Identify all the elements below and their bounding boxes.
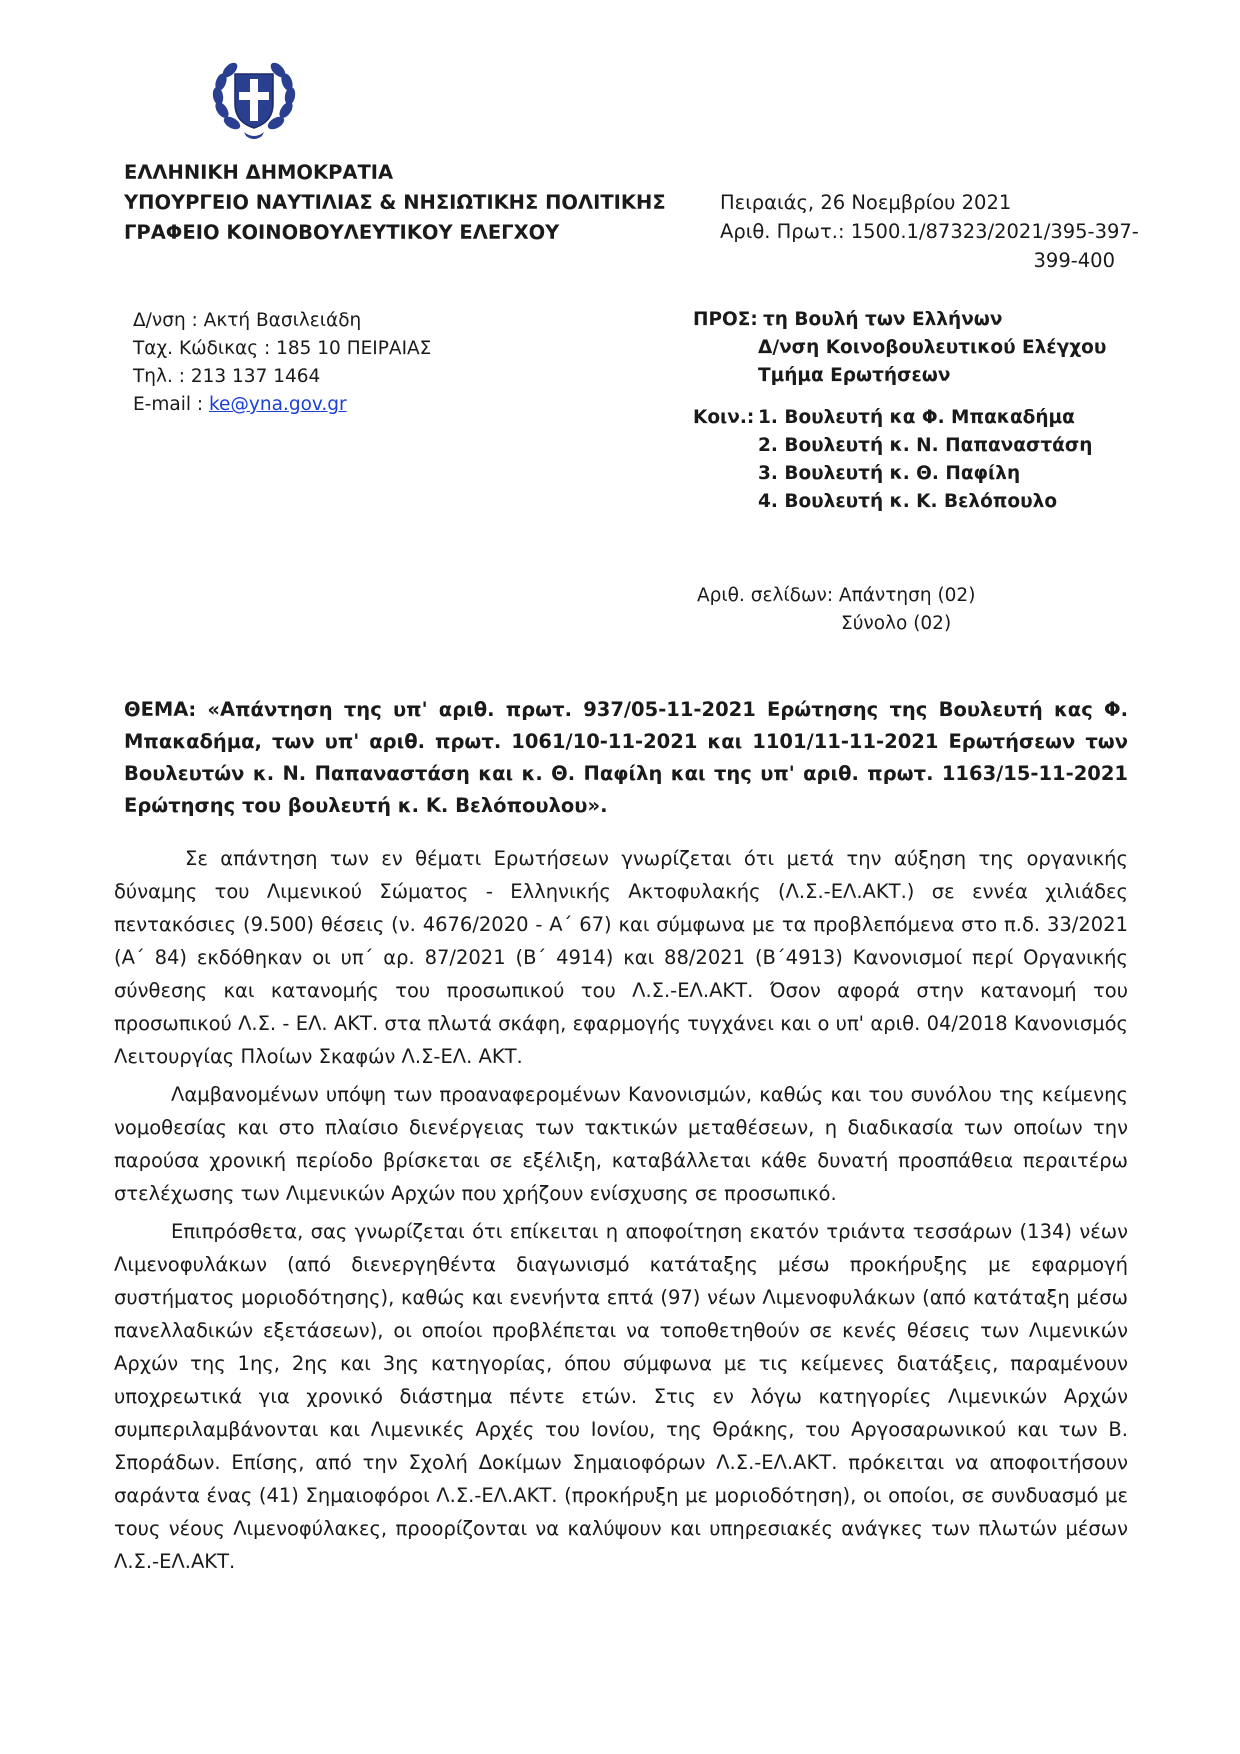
body-paragraph: Επιπρόσθετα, σας γνωρίζεται ότι επίκειται η αποφοίτηση εκατόν τριάντα τεσσάρων (134) νέων Λιμενοφυλάκων (από διενεργηθέντα διαγωνισμό κατάταξης μέσω προκήρυξης με εφαρμογή συστήματος μοριοδότησης), καθώς και ενενήντα επτά (97) νέων Λιμενοφυλάκων (από κατάταξη μέσω πανελλαδικών εξετάσεων), οι οποίοι προβλέπεται να τοποθετηθούν σε κενές θέσεις των Λιμενικών Αρχών της 1ης, 2ης και 3ης κατηγορίας, όπου σύμφωνα με τις κείμενες διατάξεις, παραμένουν υποχρεωτικά για χρονικό διάστημα πέντε ετών. Στις εν λόγω κατηγορίες Λιμενικών Αρχών συμπεριλαμβάνονται και Λιμενικές Αρχές του Ιονίου, της Θράκης, του Αργοσαρωνικού και των Β. Σποράδων. Επίσης, από την Σχολή Δοκίμων Σημαιοφόρων Λ.Σ.-ΕΛ.ΑΚΤ. πρόκειται να αποφοιτήσουν σαράντα ένας (41) Σημαιοφόροι Λ.Σ.-ΕΛ.ΑΚΤ. (προκήρυξη με μοριοδότηση), οι οποίοι, σε συνδυασμό με τους νέους Λιμενοφύλακες, προορίζονται να καλύψουν και υπηρεσιακές ανάγκες των πλωτών μέσων Λ.Σ.-ΕΛ.ΑΚΤ.: [114, 1220, 1128, 1573]
contact-address: Δ/νση : Ακτή Βασιλειάδη: [133, 310, 362, 331]
page-count-block: [697, 582, 975, 638]
to-department: Τμήμα Ερωτήσεων: [758, 365, 951, 386]
cc-block: [693, 404, 1106, 516]
cc-label: Κοιν.:: [693, 407, 755, 428]
hellenic-republic-emblem-icon: [208, 52, 300, 144]
to-label: ΠΡΟΣ:: [693, 309, 758, 330]
contact-email-link[interactable]: ke@yna.gov.gr: [209, 394, 347, 415]
contact-phone: Τηλ. : 213 137 1464: [133, 366, 321, 387]
body-text: [114, 842, 1128, 1583]
subject-paragraph: ΘΕΜΑ: «Απάντηση της υπ' αριθ. πρωτ. 937/05-11-2021 Ερώτησης της Βουλευτή κας Φ. Μπακαδήμα, των υπ' αριθ. πρωτ. 1061/10-11-2021 και 1101/11-11-2021 Ερωτήσεων των Βουλευτών κ. Ν. Παπαναστάση και κ. Θ. Παφίλη και της υπ' αριθ. πρωτ. 1163/15-11-2021 Ερώτησης του βουλευτή κ. Κ. Βελόπουλου».: [124, 698, 1128, 817]
document-date: Πειραιάς, 26 Νοεμβρίου 2021: [720, 191, 1012, 214]
recipients-block: [693, 306, 1106, 516]
cc-item: 4. Βουλευτή κ. Κ. Βελόπουλο: [758, 491, 1058, 512]
page-count-answer: Αριθ. σελίδων: Απάντηση (02): [697, 585, 976, 606]
to-row: [693, 306, 1106, 334]
protocol-number-continued: 399-400: [1033, 249, 1115, 272]
contact-email-row: [133, 391, 431, 419]
cc-item: 1. Βουλευτή κα Φ. Μπακαδήμα: [758, 407, 1075, 428]
protocol-number: Αριθ. Πρωτ.: 1500.1/87323/2021/395-397-: [720, 220, 1139, 243]
to-recipient: τη Βουλή των Ελλήνων: [763, 309, 1003, 330]
cc-row: [693, 404, 1106, 432]
header-country: ΕΛΛΗΝΙΚΗ ΔΗΜΟΚΡΑΤΙΑ: [124, 161, 394, 184]
to-directorate: Δ/νση Κοινοβουλευτικού Ελέγχου: [758, 337, 1107, 358]
sender-contact: [133, 307, 431, 419]
body-paragraph: Λαμβανομένων υπόψη των προαναφερομένων Κανονισμών, καθώς και του συνόλου της κείμενης νομοθεσίας και στο πλαίσιο διενέργειας των τακτικών μεταθέσεων, η διαδικασία των οποίων την παρούσα χρονική περίοδο βρίσκεται σε εξέλιξη, καταβάλλεται κάθε δυνατή προσπάθεια περαιτέρω στελέχωσης των Λιμενικών Αρχών που χρήζουν ενίσχυσης σε προσωπικό.: [114, 1083, 1128, 1205]
contact-email-label: E-mail :: [133, 394, 209, 415]
contact-postal-code: Ταχ. Κώδικας : 185 10 ΠΕΙΡΑΙΑΣ: [133, 338, 432, 359]
body-paragraph: Σε απάντηση των εν θέματι Ερωτήσεων γνωρίζεται ότι μετά την αύξηση της οργανικής δύναμης του Λιμενικού Σώματος - Ελληνικής Ακτοφυλακής (Λ.Σ.-ΕΛ.ΑΚΤ.) σε εννέα χιλιάδες πεντακόσιες (9.500) θέσεις (ν. 4676/2020 - Α΄ 67) και σύμφωνα με τα προβλεπόμενα στο π.δ. 33/2021 (Α΄ 84) εκδόθηκαν οι υπ΄ αρ. 87/2021 (Β΄ 4914) και 88/2021 (Β΄4913) Κανονισμοί περί Οργανικής σύνθεσης και κατανομής του προσωπικού του Λ.Σ.-ΕΛ.ΑΚΤ. Όσον αφορά στην κατανομή του προσωπικού Λ.Σ. - ΕΛ. ΑΚΤ. στα πλωτά σκάφη, εφαρμογής τυγχάνει και ο υπ' αριθ. 04/2018 Κανονισμός Λειτουργίας Πλοίων Σκαφών Λ.Σ-ΕΛ. ΑΚΤ.: [114, 847, 1128, 1068]
cc-item: 2. Βουλευτή κ. Ν. Παπαναστάση: [758, 435, 1093, 456]
cc-item: 3. Βουλευτή κ. Θ. Παφίλη: [758, 463, 1021, 484]
page-count-total: Σύνολο (02): [841, 613, 952, 634]
header-office: ΓΡΑΦΕΙΟ ΚΟΙΝΟΒΟΥΛΕΥΤΙΚΟΥ ΕΛΕΓΧΟΥ: [124, 221, 560, 244]
date-protocol-block: [600, 188, 1139, 275]
ministry-header: [124, 158, 666, 248]
header-ministry: ΥΠΟΥΡΓΕΙΟ ΝΑΥΤΙΛΙΑΣ & ΝΗΣΙΩΤΙΚΗΣ ΠΟΛΙΤΙΚΗΣ: [124, 191, 666, 214]
